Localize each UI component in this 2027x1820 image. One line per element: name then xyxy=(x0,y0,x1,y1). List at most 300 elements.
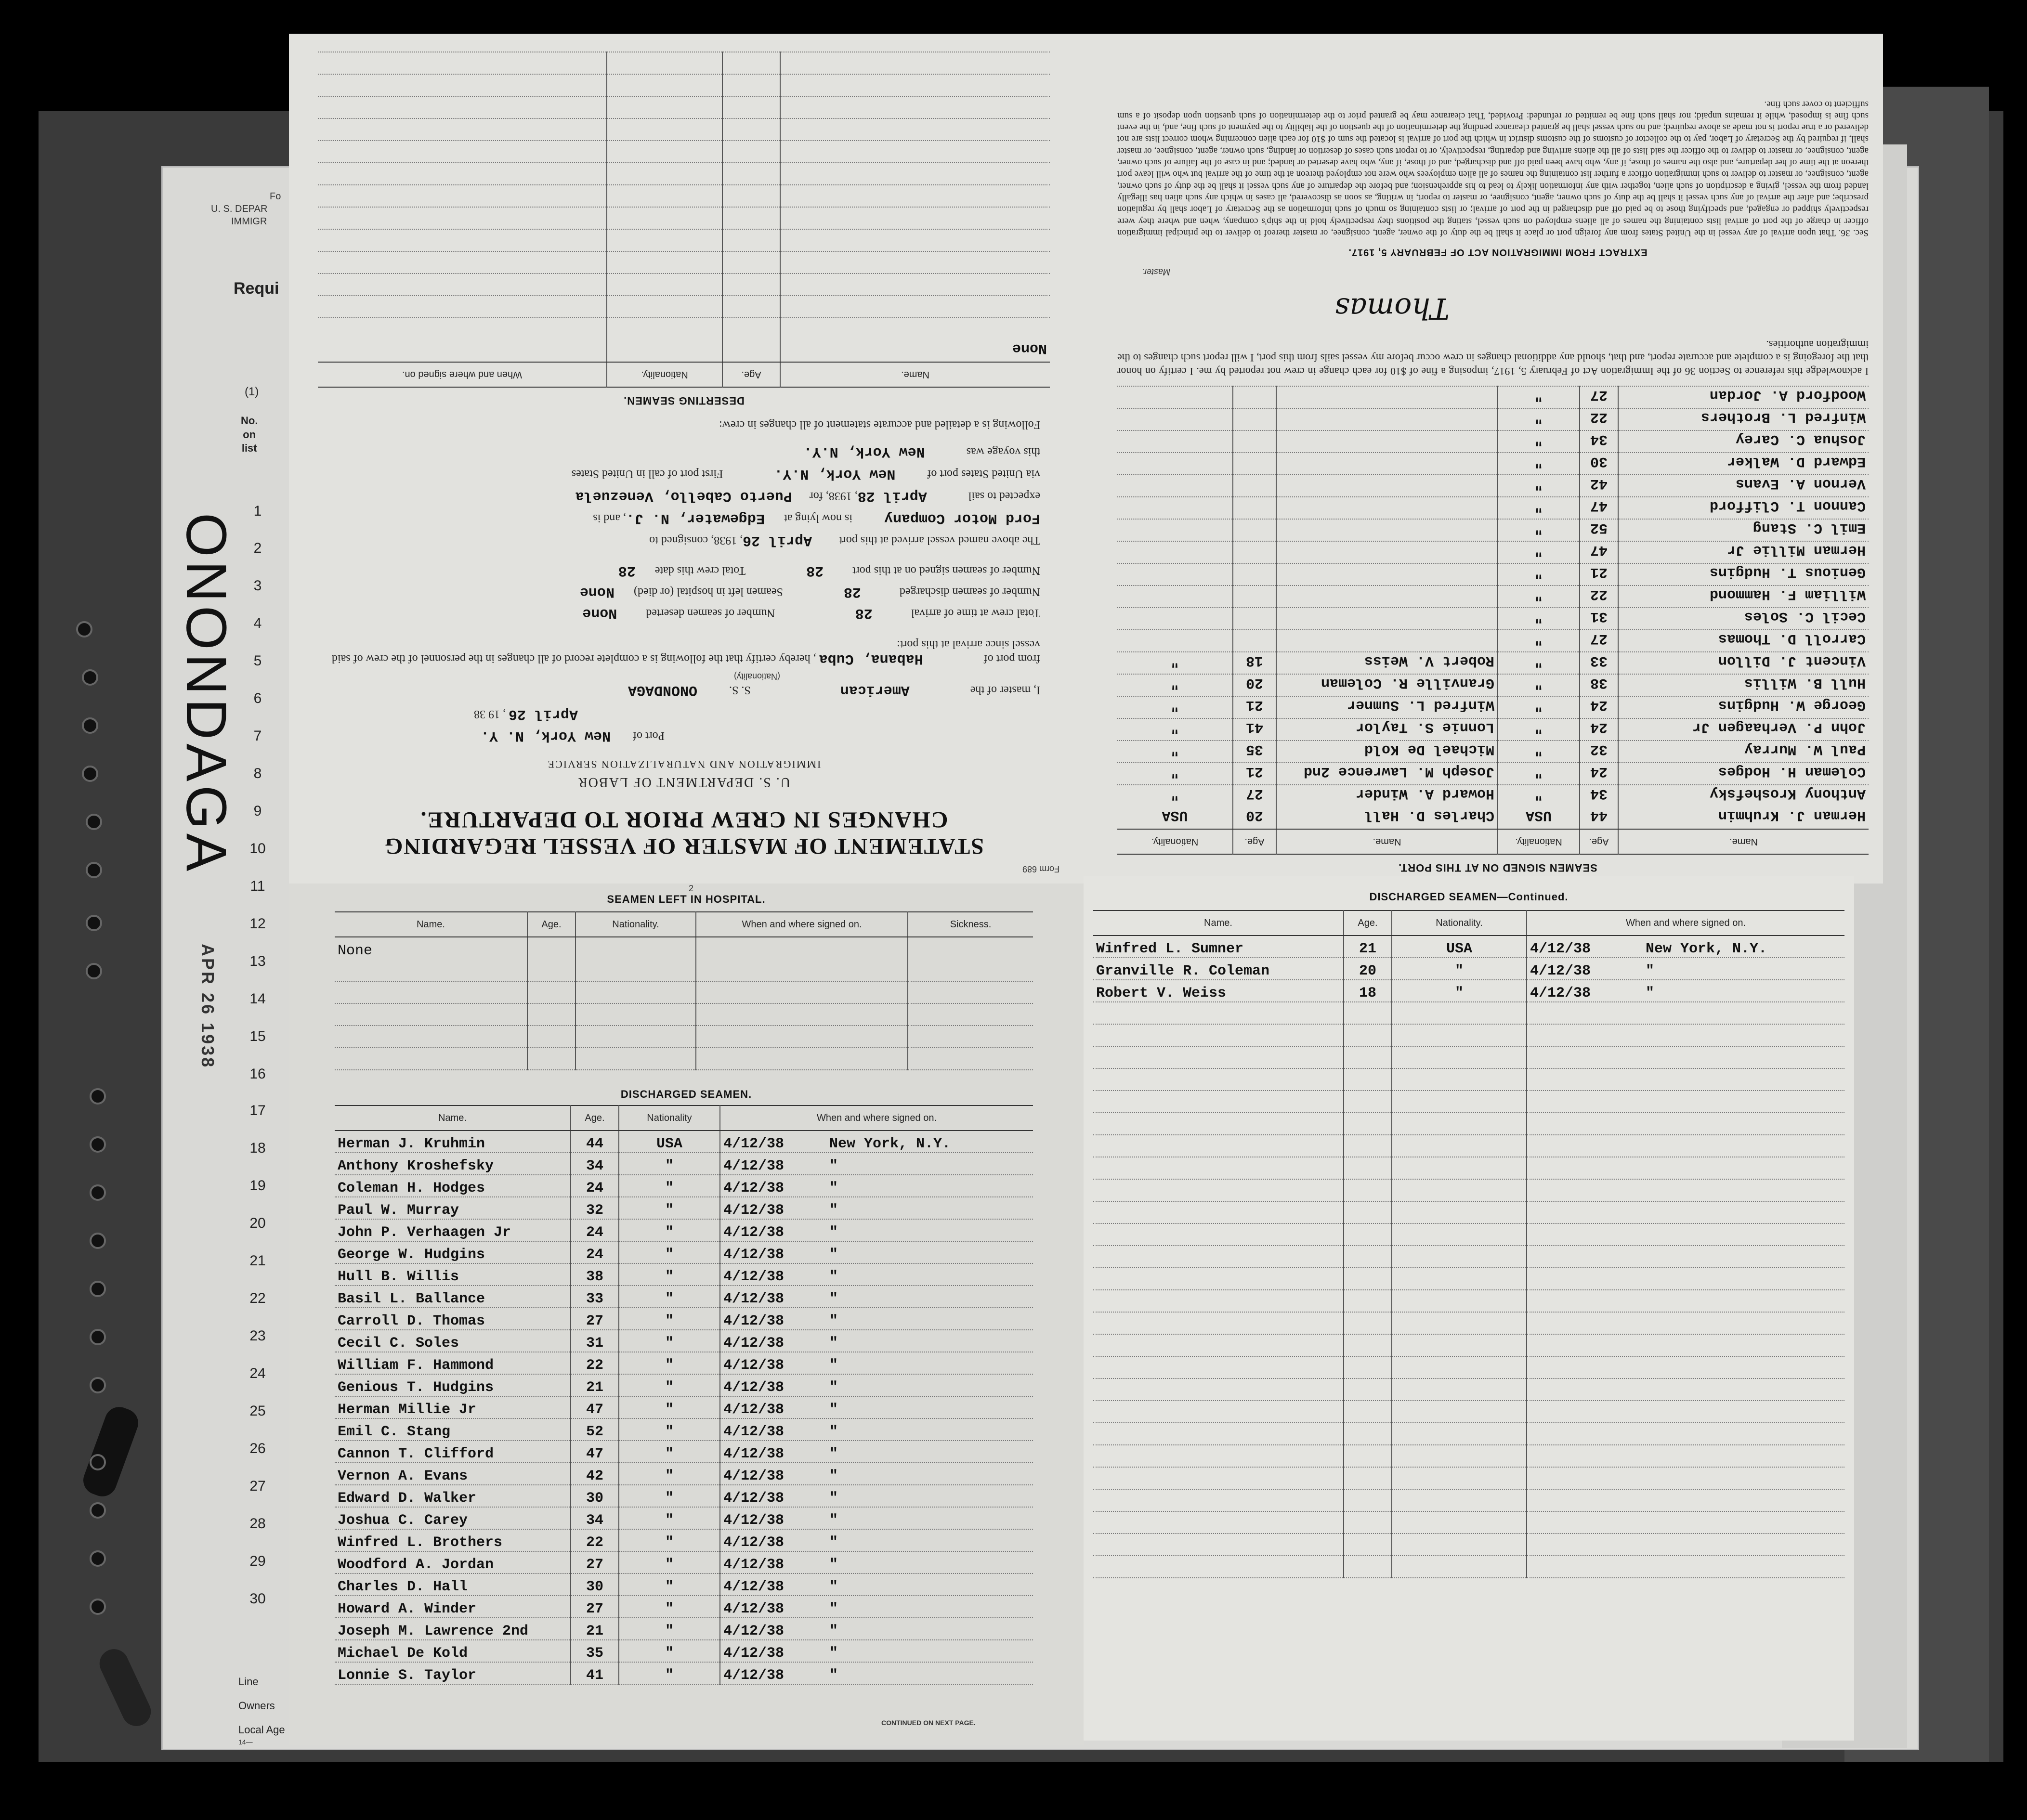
cell-when-where xyxy=(720,1485,1033,1507)
cell-age: 21 xyxy=(1344,936,1392,958)
cell xyxy=(1344,1378,1392,1401)
cell xyxy=(1392,1179,1527,1201)
cell-where: " xyxy=(829,1291,838,1307)
cell xyxy=(1344,1024,1392,1046)
header-line: IMMIGR xyxy=(231,216,267,227)
cell xyxy=(1093,1356,1344,1378)
cell-date: 4/12/38 xyxy=(723,1645,785,1662)
discharged-table xyxy=(335,1105,1033,1685)
header-age: Age. xyxy=(527,912,575,937)
table-row xyxy=(335,1263,1033,1286)
cell xyxy=(1344,1467,1392,1489)
cell-name xyxy=(1276,608,1498,630)
label: First port of call in United States xyxy=(571,468,723,480)
cell-nationality xyxy=(1117,453,1233,475)
cell-where: " xyxy=(829,1645,838,1662)
continued-title: DISCHARGED SEAMEN—Continued. xyxy=(1369,891,1569,903)
cell-nationality: " xyxy=(1117,763,1233,785)
cell-where: " xyxy=(829,1335,838,1352)
cell-age: 21 xyxy=(571,1374,619,1396)
table-row xyxy=(335,1640,1033,1662)
cell xyxy=(1392,1511,1527,1534)
cell-age xyxy=(1233,630,1276,652)
acknowledgement-text: I acknowledge this reference to Section 36 of the Immigration Act of February 5, 1917, imposing a fine of $10 for each change in crew not reported by me. I certify on honor that the foregoing is a complete and accurate report, and that, should any additional changes in crew occur before my vessel sails from this port, I will report such changes to the immigration authorities. xyxy=(1117,338,1869,377)
cell-where: " xyxy=(829,1579,838,1595)
binder-hole xyxy=(86,862,102,878)
cell-nationality: " xyxy=(619,1219,720,1241)
cell-age: 47 xyxy=(1580,541,1618,563)
crew-discharged-row xyxy=(318,581,1040,602)
cell-age: 30 xyxy=(571,1485,619,1507)
cell-when-where xyxy=(720,1330,1033,1352)
cell xyxy=(1344,1113,1392,1135)
row-number: 3 xyxy=(253,578,262,594)
master-label: Master. xyxy=(1141,267,1170,277)
cell-nationality: " xyxy=(619,1529,720,1551)
cell-date: 4/12/38 xyxy=(723,1269,785,1285)
cell-date: 4/12/38 xyxy=(723,1623,785,1639)
date-stamp: APR 26 1938 xyxy=(198,944,218,1069)
label: The above named vessel arrived at this port xyxy=(839,534,1040,546)
cell-nationality: " xyxy=(619,1374,720,1396)
cell-age: 38 xyxy=(571,1263,619,1286)
cell xyxy=(1392,1290,1527,1312)
label: Number of seamen discharged xyxy=(899,585,1040,598)
binder-hole xyxy=(82,669,98,686)
label: is now lying at xyxy=(784,512,852,524)
table-header xyxy=(1093,910,1844,936)
row-number: 30 xyxy=(249,1591,266,1607)
cell-name: Lonnie S. Taylor xyxy=(1276,718,1498,741)
cell xyxy=(1344,1135,1392,1157)
cell xyxy=(1344,1246,1392,1268)
empty-row xyxy=(1093,1157,1844,1179)
cell-age: 27 xyxy=(571,1596,619,1618)
port-label: Port of xyxy=(633,729,665,742)
cell-when-where xyxy=(720,1153,1033,1175)
row-number: 14 xyxy=(249,991,266,1007)
column-no-label: No. on list xyxy=(241,415,258,455)
table-row xyxy=(1117,652,1869,674)
cell-name: Basil L. Ballance xyxy=(335,1286,571,1308)
cell-date: 4/12/38 xyxy=(723,1247,785,1263)
cell xyxy=(1344,1046,1392,1068)
cell-when-where xyxy=(1527,958,1844,980)
date-value: April 26 xyxy=(508,706,578,722)
cell-nationality: " xyxy=(1117,785,1233,807)
cell-nationality: " xyxy=(619,1573,720,1596)
cell-nationality: " xyxy=(1498,741,1580,763)
cell-name: Coleman H. Hodges xyxy=(1618,763,1869,785)
label: Seamen left in hospital (or died) xyxy=(633,585,783,598)
cell-where: " xyxy=(829,1202,838,1219)
cell-name: Winfred L. Brothers xyxy=(335,1529,571,1551)
cell xyxy=(1527,1268,1844,1290)
table-row xyxy=(335,1219,1033,1241)
cell-name xyxy=(1276,453,1498,475)
row-number: 13 xyxy=(249,953,266,969)
cell xyxy=(1093,1290,1344,1312)
port-value: New York, N. Y. xyxy=(480,728,611,744)
empty-row xyxy=(1093,1467,1844,1489)
cell-when-where xyxy=(1527,980,1844,1002)
cell-where: " xyxy=(829,1446,838,1462)
table-row xyxy=(1117,497,1869,519)
cell xyxy=(1344,1356,1392,1378)
empty-row xyxy=(1093,1024,1844,1046)
extract-title: EXTRACT FROM IMMIGRATION ACT OF FEBRUARY 5, 1917. xyxy=(1348,247,1648,258)
cell xyxy=(1527,1489,1844,1511)
empty-row xyxy=(1093,1246,1844,1268)
cell-age: 24 xyxy=(1580,696,1618,718)
cell xyxy=(1392,1157,1527,1179)
table-row xyxy=(335,1396,1033,1418)
table-row xyxy=(1117,408,1869,430)
table-row xyxy=(335,1352,1033,1374)
cell-name: Joshua C. Carey xyxy=(335,1507,571,1529)
table-row xyxy=(335,1529,1033,1551)
cell-name: Winfred L. Sumner xyxy=(1276,696,1498,718)
cell-age: 27 xyxy=(1580,386,1618,408)
cell-where: New York, N.Y. xyxy=(829,1136,951,1152)
cell xyxy=(1093,1423,1344,1445)
empty-row xyxy=(1093,1423,1844,1445)
cell-name: William F. Hammond xyxy=(1618,585,1869,608)
cell-name: Emil C. Stang xyxy=(1618,519,1869,541)
cell-name: Cannon T. Clifford xyxy=(1618,497,1869,519)
row-number: 20 xyxy=(249,1215,266,1231)
cell xyxy=(1093,1113,1344,1135)
cell-when-where xyxy=(720,1618,1033,1640)
cell xyxy=(1093,1024,1344,1046)
cell-name: Herman J. Kruhmin xyxy=(335,1131,571,1153)
header-age: Age. xyxy=(722,362,780,387)
table-row xyxy=(335,1131,1033,1153)
back-page-title: Requi xyxy=(234,279,279,298)
cell-name: Howard A. Winder xyxy=(1276,785,1498,807)
cell-where: " xyxy=(829,1424,838,1440)
header-age: Age. xyxy=(571,1105,619,1131)
cell-when-where xyxy=(720,1308,1033,1330)
cell xyxy=(1392,1113,1527,1135)
cell xyxy=(1392,1489,1527,1511)
cell-age: 33 xyxy=(1580,652,1618,674)
cell-age: 32 xyxy=(1580,741,1618,763)
value: 28 xyxy=(855,605,873,621)
header-nationality: Nationality. xyxy=(607,362,722,387)
cell-nationality: USA xyxy=(1162,807,1188,823)
header-name: Name. xyxy=(780,362,1050,387)
cell-age: 35 xyxy=(571,1640,619,1662)
cell-age xyxy=(1233,519,1276,541)
value: , 1938 xyxy=(714,534,743,546)
cell-name: Winfred L. Brothers xyxy=(1618,408,1869,430)
cell xyxy=(1392,1024,1527,1046)
cell xyxy=(1093,1179,1344,1201)
value: New York, N.Y. xyxy=(803,443,925,460)
sail-row xyxy=(318,485,1040,507)
value: April 28 xyxy=(857,488,927,504)
discharged-title: DISCHARGED SEAMEN. xyxy=(620,1088,752,1100)
cell xyxy=(1344,1091,1392,1113)
cell-where: " xyxy=(829,1557,838,1573)
cell-name: Hull B. Willis xyxy=(335,1263,571,1286)
cell-age: 52 xyxy=(571,1418,619,1441)
cell-name: John P. Verhaagen Jr xyxy=(335,1219,571,1241)
statement-form-page xyxy=(289,34,1074,884)
table-row xyxy=(335,1374,1033,1396)
header-name: Name. xyxy=(1093,910,1344,936)
cell-nationality xyxy=(1117,475,1233,497)
cell xyxy=(1093,1378,1344,1401)
table-row xyxy=(1117,608,1869,630)
cell xyxy=(1527,1091,1844,1113)
cell-name xyxy=(1276,408,1498,430)
cell-name xyxy=(1276,541,1498,563)
cell-age: 20 xyxy=(1233,674,1276,696)
table-header xyxy=(335,1105,1033,1131)
cell xyxy=(1392,1334,1527,1356)
table-row xyxy=(1093,980,1844,1002)
cell-name: John P. Verhaagen Jr xyxy=(1618,718,1869,741)
cell-age xyxy=(1233,497,1276,519)
cell-where: " xyxy=(829,1224,838,1241)
table-header xyxy=(318,362,1050,387)
table-row xyxy=(335,1330,1033,1352)
cell-age: 47 xyxy=(571,1396,619,1418)
row-number: 5 xyxy=(253,653,262,669)
cell-date: 4/12/38 xyxy=(723,1512,785,1529)
cell-age xyxy=(1233,386,1276,408)
table-row xyxy=(1117,430,1869,453)
cell-nationality: " xyxy=(619,1153,720,1175)
table-row xyxy=(335,1507,1033,1529)
row-number: 7 xyxy=(253,728,262,744)
cell-age: 31 xyxy=(1580,608,1618,630)
cell xyxy=(1527,1534,1844,1556)
cell-name: Anthony Kroshefsky xyxy=(335,1153,571,1175)
cell xyxy=(1527,1378,1844,1401)
header-age: Age. xyxy=(1233,829,1276,854)
certify-text: , hereby certify that the following is a complete record of all changes in the personnel of the crew of said vessel since arrival at this port: xyxy=(332,638,1040,665)
row-number: 11 xyxy=(250,878,265,894)
value: New York, N.Y. xyxy=(774,466,896,482)
cell-where: " xyxy=(829,1313,838,1329)
cell-when-where xyxy=(720,1507,1033,1529)
cell-name xyxy=(1276,430,1498,453)
table-row xyxy=(318,340,1050,362)
cell-name xyxy=(1276,630,1498,652)
cell-nationality: " xyxy=(1498,763,1580,785)
cell-age: 18 xyxy=(1344,980,1392,1002)
cell-nationality xyxy=(1117,408,1233,430)
cell-age: 32 xyxy=(571,1197,619,1219)
cell-nationality: " xyxy=(1392,958,1527,980)
cell xyxy=(1392,1312,1527,1334)
cell-nationality: " xyxy=(1498,718,1580,741)
cell xyxy=(1093,1467,1344,1489)
cell-when-where xyxy=(720,1352,1033,1374)
cell-nationality: " xyxy=(1392,980,1527,1002)
cell-age xyxy=(1233,475,1276,497)
cell-nationality: " xyxy=(1117,718,1233,741)
cell-date: 4/12/38 xyxy=(723,1158,785,1174)
ss-label: S. S. xyxy=(729,684,751,696)
consignee-row xyxy=(318,507,1040,529)
cell-when-where xyxy=(720,1551,1033,1573)
crew-counts xyxy=(318,560,1040,624)
cell-nationality: " xyxy=(619,1551,720,1573)
cell-name xyxy=(1276,519,1498,541)
cell xyxy=(1527,1157,1844,1179)
cell xyxy=(1344,1312,1392,1334)
cell-date: 4/12/38 xyxy=(723,1579,785,1595)
cell-nationality xyxy=(1117,585,1233,608)
from-port-label: from port of xyxy=(983,652,1040,665)
value: April 26 xyxy=(743,532,812,548)
table-row xyxy=(335,1596,1033,1618)
cell-age: 30 xyxy=(571,1573,619,1596)
cell-age: 33 xyxy=(571,1286,619,1308)
cell-name: Michael De Kold xyxy=(335,1640,571,1662)
table-row xyxy=(1117,696,1869,718)
row-number: 28 xyxy=(249,1516,266,1532)
table-row xyxy=(1117,585,1869,608)
binder-hole xyxy=(90,1454,106,1470)
cell xyxy=(1392,1534,1527,1556)
arrived-row xyxy=(318,529,1040,551)
cell-nationality: " xyxy=(619,1596,720,1618)
cell-nationality: " xyxy=(1498,430,1580,453)
cell-nationality: " xyxy=(619,1418,720,1441)
cell-age: 41 xyxy=(571,1662,619,1684)
cell-age: 24 xyxy=(571,1219,619,1241)
cell-age: 34 xyxy=(1580,785,1618,807)
cell-age: 44 xyxy=(1580,807,1618,829)
cell xyxy=(1344,1556,1392,1578)
cell-where: " xyxy=(829,1623,838,1639)
header-when-where: When and where signed on. xyxy=(1527,910,1844,936)
cell-date: 4/12/38 xyxy=(723,1180,785,1196)
cell-name: Granville R. Coleman xyxy=(1093,958,1344,980)
cell-where: " xyxy=(1646,963,1655,979)
cell-name: Cecil C. Soles xyxy=(335,1330,571,1352)
cell-nationality: " xyxy=(619,1263,720,1286)
table-row xyxy=(1093,936,1844,958)
cell xyxy=(1527,1223,1844,1246)
cell xyxy=(1392,1135,1527,1157)
cell xyxy=(1344,1290,1392,1312)
value: Ford Motor Company xyxy=(884,510,1040,526)
cell-when-where xyxy=(720,1263,1033,1286)
cell-where: " xyxy=(829,1512,838,1529)
value: 28 xyxy=(843,584,861,600)
row-number: 21 xyxy=(249,1253,266,1269)
cell-nationality: " xyxy=(1498,541,1580,563)
cell-date: 4/12/38 xyxy=(723,1402,785,1418)
cell-nationality: " xyxy=(619,1308,720,1330)
following-row xyxy=(318,414,1040,436)
cell-nationality: " xyxy=(1498,674,1580,696)
table-row xyxy=(335,1286,1033,1308)
cell-nationality: " xyxy=(1498,453,1580,475)
binder-hole xyxy=(90,1136,106,1153)
cell-age: 21 xyxy=(1580,563,1618,585)
cell-nationality: " xyxy=(619,1396,720,1418)
cell-age: 27 xyxy=(571,1551,619,1573)
cell xyxy=(1392,1046,1527,1068)
cell-nationality: " xyxy=(1498,585,1580,608)
cell-nationality: " xyxy=(619,1286,720,1308)
cell-name: Genious T. Hudgins xyxy=(1618,563,1869,585)
header-nationality: Nationality xyxy=(619,1105,720,1131)
cell xyxy=(1093,1312,1344,1334)
value: 28 xyxy=(618,562,636,579)
cell xyxy=(1344,1334,1392,1356)
cell-date: 4/12/38 xyxy=(723,1490,785,1507)
cell-age: 21 xyxy=(1233,763,1276,785)
cell-date: 4/12/38 xyxy=(723,1557,785,1573)
row-number: 10 xyxy=(249,841,266,857)
table-row xyxy=(335,1153,1033,1175)
cell-nationality: " xyxy=(1117,741,1233,763)
department: U. S. DEPARTMENT OF LABOR xyxy=(577,775,790,790)
cell-where: " xyxy=(829,1180,838,1196)
label: Number of seamen deserted xyxy=(646,607,775,619)
cell-nationality: USA xyxy=(619,1131,720,1153)
label: , for xyxy=(809,490,829,502)
cell-age: 18 xyxy=(1233,652,1276,674)
cell xyxy=(1392,1268,1527,1290)
table-row xyxy=(1117,763,1869,785)
empty-row xyxy=(1093,1002,1844,1024)
row-number: 1 xyxy=(253,503,262,519)
cell xyxy=(1527,1334,1844,1356)
crew-arrival-row xyxy=(318,602,1040,624)
cell-when-where xyxy=(1527,936,1844,958)
header-name: Name. xyxy=(1276,829,1498,854)
cell-nationality: " xyxy=(619,1330,720,1352)
cell xyxy=(1093,1445,1344,1467)
cell-nationality: " xyxy=(1498,475,1580,497)
cell-name: Charles D. Hall xyxy=(335,1573,571,1596)
cell xyxy=(1093,1046,1344,1068)
cell-name: Woodford A. Jordan xyxy=(1618,386,1869,408)
cell-name: Winfred L. Sumner xyxy=(1093,936,1344,958)
cell-where: " xyxy=(829,1247,838,1263)
cell-date: 4/12/38 xyxy=(723,1468,785,1484)
cell-name: Paul W. Murray xyxy=(1618,741,1869,763)
column-marker: (1) xyxy=(245,385,259,398)
cell xyxy=(1527,1135,1844,1157)
cell xyxy=(1093,1401,1344,1423)
empty-row xyxy=(1093,1511,1844,1534)
value: Puerto Cabello, Venezuela xyxy=(575,488,792,504)
cell-when-where xyxy=(720,1396,1033,1418)
cell-nationality: " xyxy=(1498,563,1580,585)
cell xyxy=(1527,1445,1844,1467)
cell-nationality: " xyxy=(1498,608,1580,630)
cell xyxy=(1392,1423,1527,1445)
empty-row xyxy=(1093,1201,1844,1223)
discharged-continued-page xyxy=(1084,876,1854,1741)
nationality-caption: (Nationality) xyxy=(733,672,780,681)
cell-nationality: " xyxy=(619,1507,720,1529)
row-number: 17 xyxy=(249,1103,266,1118)
empty-row xyxy=(1093,1534,1844,1556)
cell-nationality: " xyxy=(1498,497,1580,519)
extract-text: Sec. 36. That upon arrival of any vessel in the United States from any foreign port or place it shall be the duty of the owner, agent, consignee, or master thereof to deliver to the principal immigration officer in charge of the port of arrival lists containing the names of all aliens employed on such vessel, stating the positions they respectively hold in the ship's company, when and where they were respectively shipped or engaged, and specifying those to be paid off and discharged in the port of arrival; or lists containing so much of such information as the Secretary of Labor shall by regulation prescribe; and after the arrival of any such vessel it shall be the duty of such owner, agent, consignee, or master to report, in writing, as soon as discovered, all cases in which any such alien has illegally landed from the vessel, giving a description of such alien, together with any information likely to lead to his apprehension; and before the departure of any such vessel it shall be the duty of such owner, agent, consignee, or master to deliver to such immigration officer a further list containing the names of all alien employees who were not employed thereon at the time of the arrival but who will leave port thereon at the time of her departure, and also the names of those, if any, who have been paid off and discharged, and of those, if any, who have deserted or landed; and in case of the failure of such owner, agent, consignee, or master to deliver to the officer the said lists of all the aliens arriving and departing, respectively, or to report such cases of desertion or landing, such owner, agent, consignee, or master shall, if required by the Secretary of Labor, pay to the collector of customs of the customs district in which the port of arrival is located the sum of $10 for each alien concerning whom correct lists are not delivered or a true report is not made as above required; and no such vessel shall be granted clearance pending the determination of the question of the liability to the payment of such fine, and, in the event such fine is imposed, while it remains unpaid; nor shall such fine be remitted or refunded: Provided, That clearance may be granted prior to the determination of such question upon deposit of a sum sufficient to cover such fine. xyxy=(1117,99,1869,238)
